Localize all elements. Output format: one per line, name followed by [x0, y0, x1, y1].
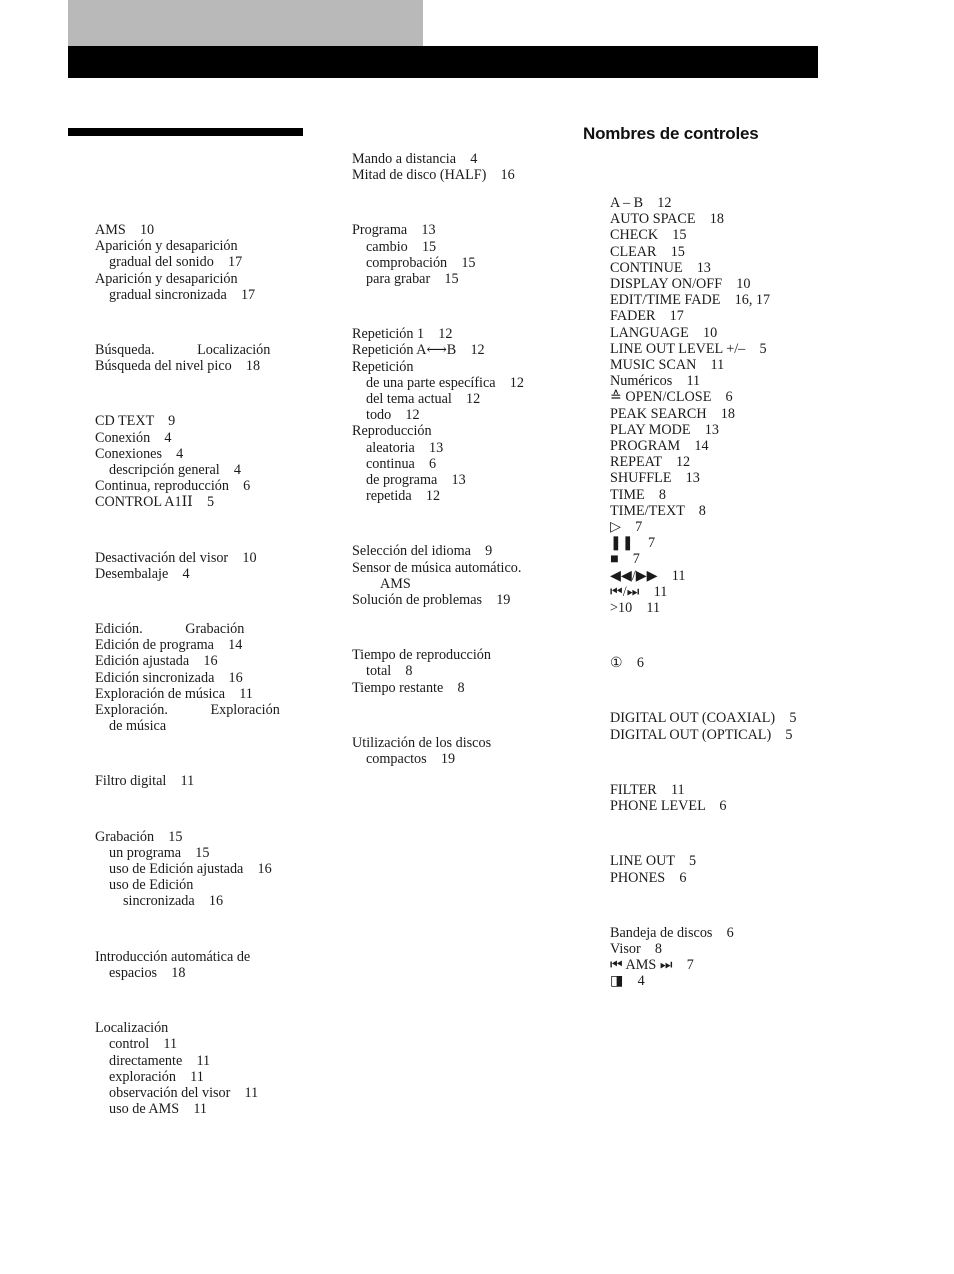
index-entry: continua 6	[366, 455, 437, 472]
index-group	[352, 326, 552, 504]
index-entry: Reproducción	[352, 423, 432, 440]
index-group	[352, 543, 552, 608]
index-group	[95, 1020, 305, 1117]
index-entry: CONTROL A1ⅠⅠ 5	[95, 494, 215, 511]
index-entry: sincronizada 16	[123, 893, 224, 910]
index-entry: ≙ OPEN/CLOSE 6	[610, 389, 733, 406]
index-entry: Mando a distancia 4	[352, 151, 478, 167]
index-entry: CONTINUE 13	[610, 259, 711, 276]
index-entry: PHONES 6	[610, 869, 687, 886]
index-entry: Sensor de música automático.	[352, 559, 522, 576]
index-entry: PROGRAM 14	[610, 438, 709, 455]
index-group	[95, 829, 305, 910]
index-entry: ⏮ AMS ⏭ 7	[610, 957, 694, 974]
index-entry: CD TEXT 9	[95, 413, 176, 430]
index-entry: AMS	[380, 575, 411, 592]
index-entry: Búsqueda del nivel pico 18	[95, 358, 261, 375]
section-heading: Nombres de controles	[583, 124, 759, 143]
index-entry: ① 6	[610, 655, 645, 672]
index-group	[610, 925, 830, 990]
index-group	[610, 782, 830, 814]
index-entry: Visor 8	[610, 940, 662, 957]
index-entry: DIGITAL OUT (OPTICAL) 5	[610, 726, 793, 743]
index-entry: Edición ajustada 16	[95, 653, 218, 670]
index-group	[352, 222, 552, 287]
index-group	[95, 773, 305, 789]
index-group	[95, 621, 305, 734]
index-entry: TIME/TEXT 8	[610, 502, 706, 519]
index-entry: gradual sincronizada 17	[109, 286, 256, 303]
index-entry: CLEAR 15	[610, 243, 685, 260]
index-entry: AMS 10	[95, 222, 155, 238]
index-column-2	[352, 151, 552, 806]
index-entry: Aparición y desaparición	[95, 270, 238, 287]
index-entry: Introducción automática de	[95, 948, 251, 965]
index-entry: CHECK 15	[610, 227, 687, 244]
index-entry: de una parte específica 12	[366, 374, 524, 391]
index-entry: ❚❚ 7	[610, 535, 656, 552]
index-group	[610, 195, 830, 616]
index-entry: cambio 15	[366, 238, 437, 255]
index-entry: Programa 13	[352, 222, 436, 239]
index-entry: total 8	[366, 663, 413, 680]
index-entry: comprobación 15	[366, 254, 476, 271]
index-entry: AUTO SPACE 18	[610, 211, 724, 228]
index-entry: Exploración de música 11	[95, 685, 253, 702]
index-entry: para grabar 15	[366, 271, 459, 288]
index-entry: ■ 7	[610, 551, 640, 568]
index-entry: Localización	[95, 1020, 169, 1037]
header-gray-tab	[68, 0, 423, 46]
index-entry: Edición. Grabación	[95, 621, 245, 638]
index-column-3	[610, 195, 830, 1029]
index-group	[95, 949, 305, 981]
index-entry: FILTER 11	[610, 781, 685, 798]
index-entry: uso de Edición	[109, 877, 194, 894]
index-entry: descripción general 4	[109, 462, 241, 479]
index-group	[610, 655, 830, 671]
index-entry: Continua, reproducción 6	[95, 478, 251, 495]
index-entry: uso de Edición ajustada 16	[109, 861, 272, 878]
index-entry: compactos 19	[366, 751, 456, 768]
index-entry: REPEAT 12	[610, 454, 691, 471]
index-entry: Repetición	[352, 358, 414, 375]
index-column-1	[95, 222, 305, 1156]
index-group	[95, 413, 305, 510]
index-entry: espacios 18	[109, 964, 186, 981]
index-entry: de programa 13	[366, 472, 466, 489]
index-entry: exploración 11	[109, 1068, 204, 1085]
index-entry: repetida 12	[366, 488, 441, 505]
index-entry: Solución de problemas 19	[352, 592, 511, 609]
index-entry: Numéricos 11	[610, 373, 701, 390]
index-entry: control 11	[109, 1036, 178, 1053]
index-entry: PHONE LEVEL 6	[610, 798, 727, 815]
index-entry: Mitad de disco (HALF) 16	[352, 167, 515, 184]
index-entry: Exploración. Exploración	[95, 702, 280, 719]
section-rule	[68, 128, 303, 136]
index-entry: Conexiones 4	[95, 445, 184, 462]
index-entry: Búsqueda. Localización	[95, 342, 271, 359]
index-entry: LINE OUT 5	[610, 853, 697, 870]
index-entry: >10 11	[610, 600, 661, 617]
index-entry: EDIT/TIME FADE 16, 17	[610, 292, 771, 309]
index-entry: Grabación 15	[95, 828, 183, 845]
index-entry: SHUFFLE 13	[610, 470, 700, 487]
index-entry: Edición de programa 14	[95, 637, 243, 654]
index-entry: Selección del idioma 9	[352, 543, 493, 560]
index-group	[95, 550, 305, 582]
index-entry: PEAK SEARCH 18	[610, 405, 735, 422]
index-entry: Conexión 4	[95, 429, 172, 446]
index-entry: Utilización de los discos	[352, 734, 492, 751]
index-entry: MUSIC SCAN 11	[610, 357, 725, 374]
index-entry: DIGITAL OUT (COAXIAL) 5	[610, 710, 797, 727]
index-entry: FADER 17	[610, 308, 684, 325]
index-entry: ⏮/⏭ 11	[610, 583, 668, 600]
index-entry: DISPLAY ON/OFF 10	[610, 276, 751, 293]
index-entry: aleatoria 13	[366, 439, 444, 456]
index-group	[352, 647, 552, 696]
index-entry: un programa 15	[109, 844, 210, 861]
index-entry: Edición sincronizada 16	[95, 669, 243, 686]
index-entry: Tiempo de reproducción	[352, 647, 491, 664]
index-group	[95, 222, 305, 303]
index-group	[95, 342, 305, 374]
header-black-band	[68, 46, 818, 78]
index-entry: directamente 11	[109, 1052, 211, 1069]
index-entry: del tema actual 12	[366, 391, 481, 408]
index-entry: LANGUAGE 10	[610, 324, 718, 341]
index-entry: Aparición y desaparición	[95, 238, 238, 255]
index-entry: LINE OUT LEVEL +/– 5	[610, 340, 767, 357]
index-entry: TIME 8	[610, 486, 666, 503]
index-entry: Repetición A⟷B 12	[352, 342, 485, 359]
index-entry: PLAY MODE 13	[610, 421, 719, 438]
index-entry: ◨ 4	[610, 973, 645, 990]
index-entry: uso de AMS 11	[109, 1101, 208, 1118]
index-entry: ▷ 7	[610, 519, 643, 536]
index-entry: Desembalaje 4	[95, 565, 190, 582]
index-entry: Filtro digital 11	[95, 773, 195, 790]
index-entry: observación del visor 11	[109, 1084, 259, 1101]
index-entry: Bandeja de discos 6	[610, 924, 734, 941]
index-entry: de música	[109, 718, 167, 735]
index-group	[352, 735, 552, 767]
index-entry: Desactivación del visor 10	[95, 549, 257, 566]
index-entry: Repetición 1 12	[352, 326, 453, 343]
index-group	[610, 853, 830, 885]
index-entry: A – B 12	[610, 195, 672, 211]
index-group	[610, 710, 830, 742]
index-entry: ◀◀/▶▶ 11	[610, 567, 686, 584]
index-entry: Tiempo restante 8	[352, 679, 465, 696]
index-group	[352, 151, 552, 183]
index-entry: gradual del sonido 17	[109, 254, 243, 271]
index-entry: todo 12	[366, 407, 420, 424]
